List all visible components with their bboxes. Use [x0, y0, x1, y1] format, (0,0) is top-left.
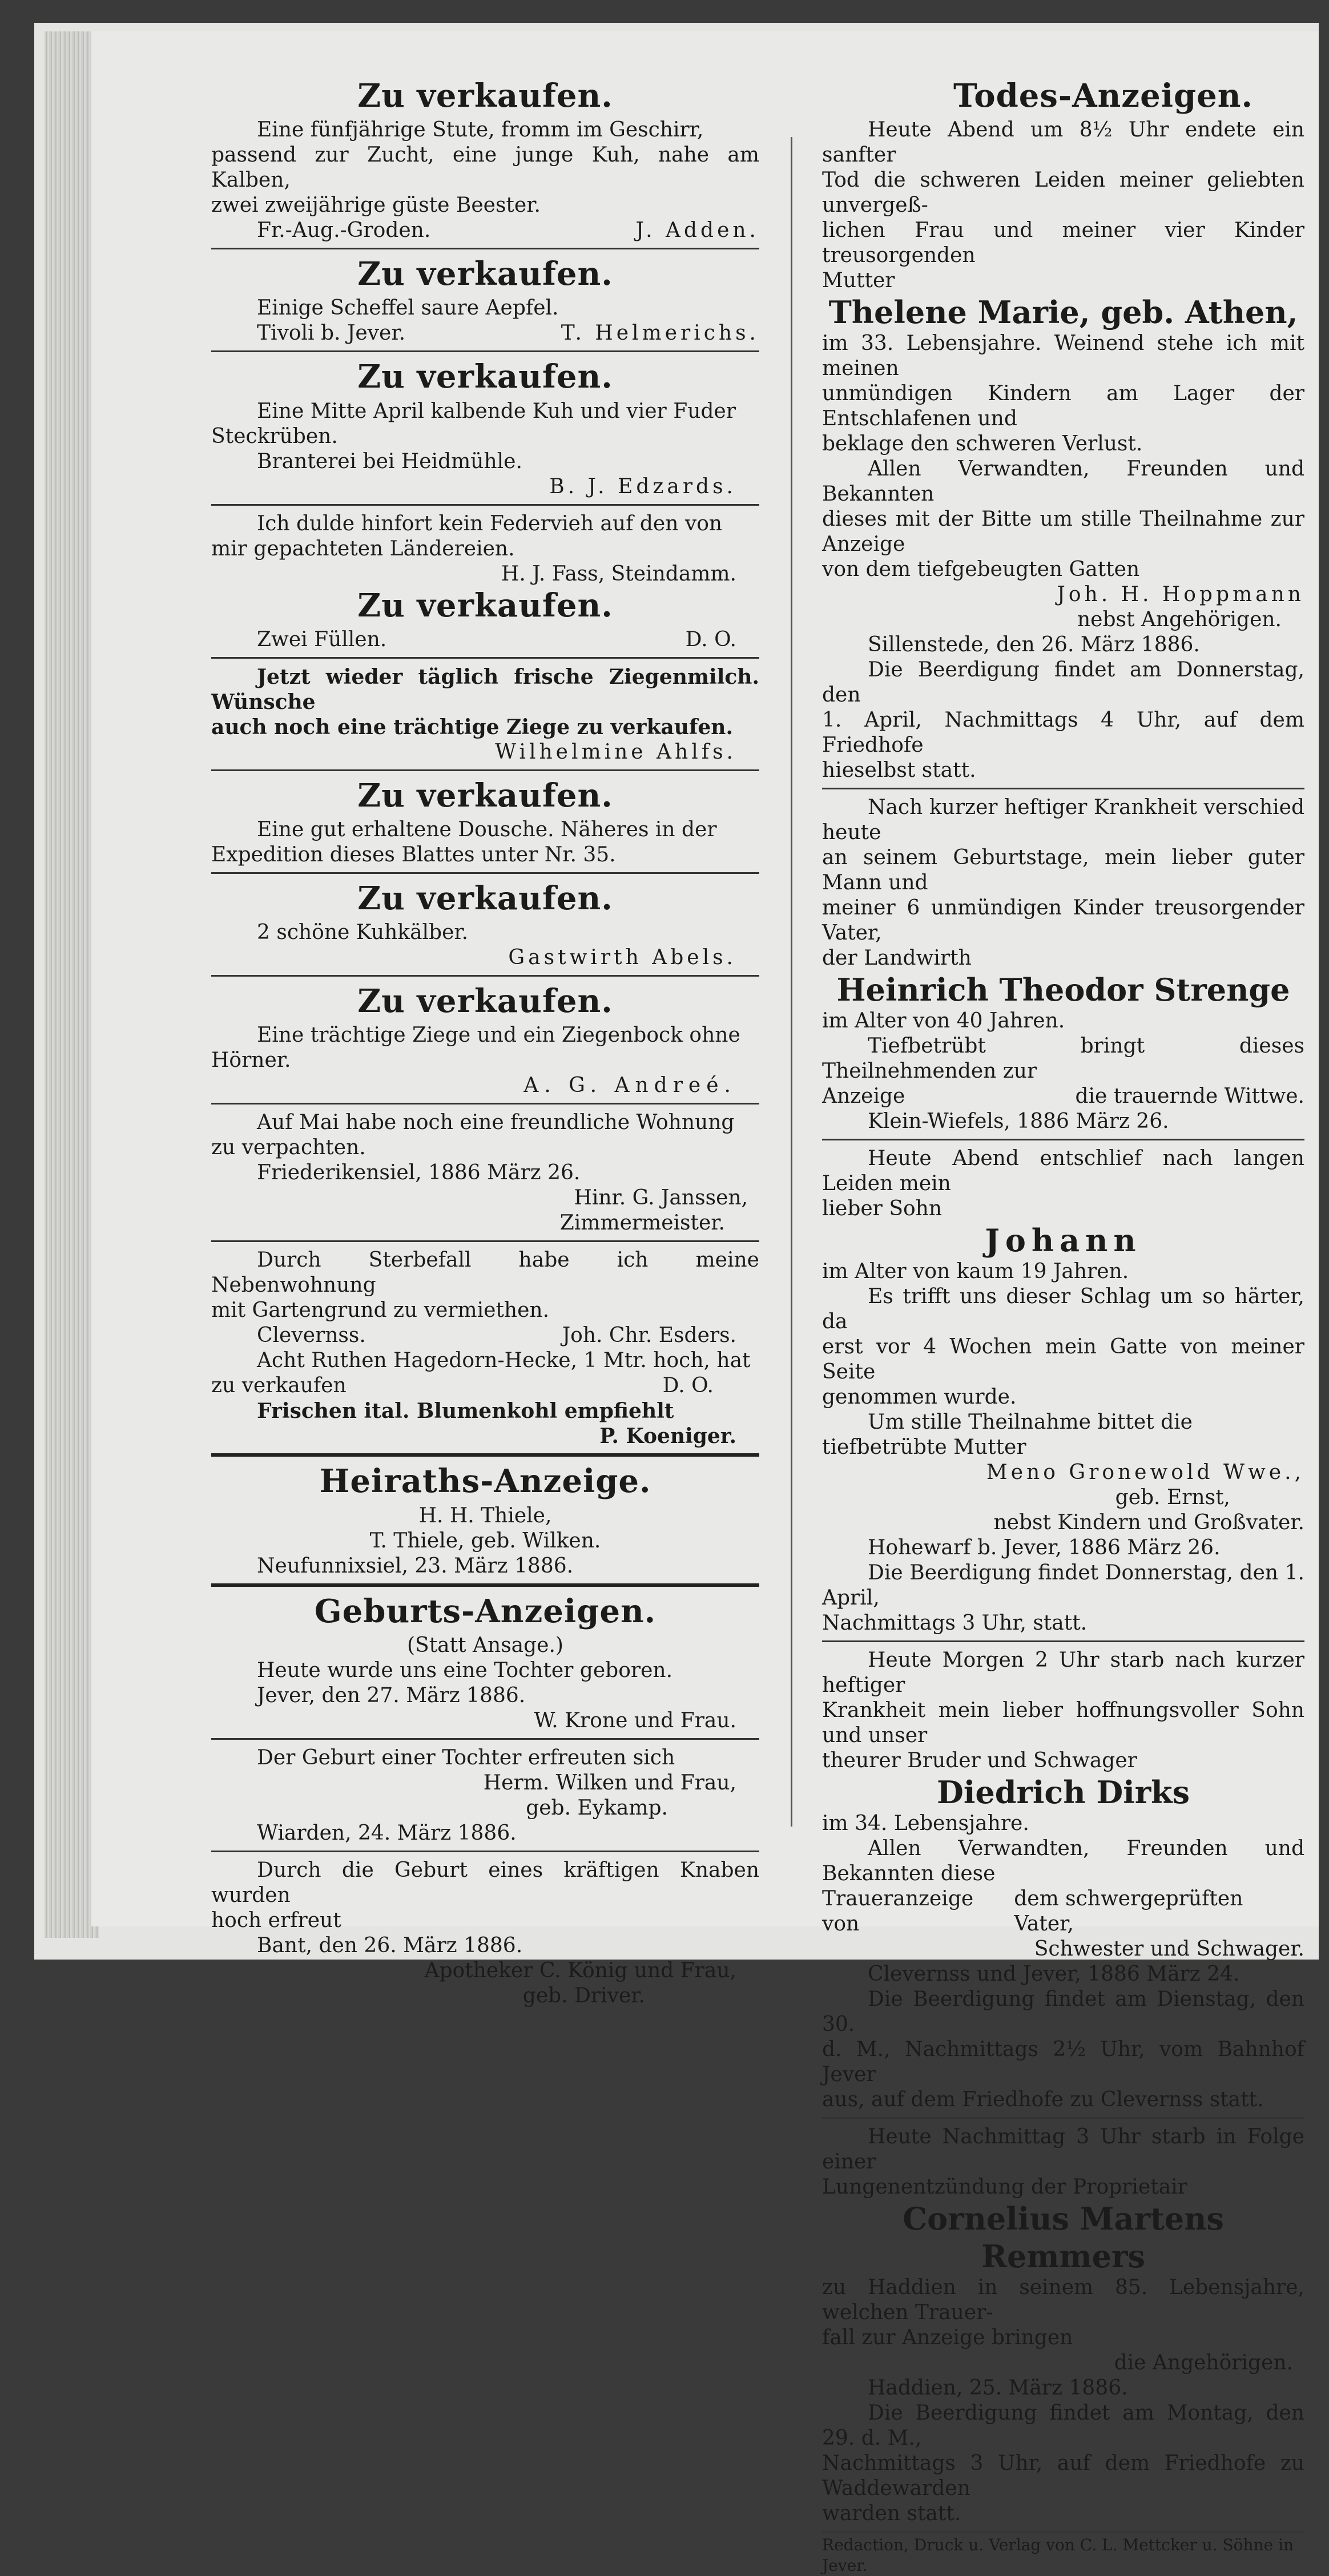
- obituary-signature: die trauernde Wittwe.: [1075, 1085, 1304, 1108]
- obituary-text: Nachmittags 3 Uhr, statt.: [822, 1611, 1088, 1635]
- separator: [822, 1139, 1304, 1140]
- obituary-signature: geb. Ernst,: [1115, 1486, 1230, 1510]
- ad-text: auch noch eine trächtige Ziege zu verkaufen.: [211, 715, 734, 739]
- obituary-text: an seinem Geburtstage, mein lieber guter Mann und: [822, 846, 1304, 895]
- separator: [211, 657, 759, 659]
- ad-goats: [211, 982, 759, 1098]
- ad-text: 2 schöne Kuhkälber.: [257, 921, 469, 945]
- obituary-text: Die Beerdigung findet Donnerstag, den 1. April,: [822, 1561, 1304, 1610]
- announcement-signature: Herm. Wilken und Frau,: [483, 1771, 736, 1795]
- ad-signature: D. O.: [685, 627, 736, 651]
- obituary-text: im 33. Lebensjahre. Weinend stehe ich mit meinen: [822, 332, 1304, 381]
- ad-heading: Zu verkaufen.: [357, 879, 613, 917]
- obituary-text: meiner 6 unmündigen Kinder treusorgender Vater,: [822, 896, 1304, 945]
- separator: [211, 350, 759, 352]
- obituary-gronewold: [822, 1146, 1304, 1636]
- obituary-text: zu Haddien in seinem 85. Lebensjahre, welchen Trauer-: [822, 2276, 1304, 2325]
- separator: [211, 769, 759, 771]
- deceased-name: Diedrich Dirks: [937, 1774, 1190, 1811]
- separator: [211, 504, 759, 506]
- obituary-text: lieber Sohn: [822, 1197, 943, 1221]
- ad-place: Tivoli b. Jever.: [257, 321, 406, 345]
- obituary-text: Anzeige: [822, 1085, 905, 1108]
- ad-text: mir gepachteten Ländereien.: [211, 537, 515, 561]
- ad-heading: Zu verkaufen.: [357, 255, 613, 293]
- ad-text: Hörner.: [211, 1049, 291, 1073]
- separator: [822, 1640, 1304, 1642]
- obituary-signature: nebst Kindern und Großvater.: [993, 1511, 1304, 1535]
- obituary-remmers: [822, 2125, 1304, 2526]
- ad-signature: Gastwirth Abels.: [508, 946, 736, 970]
- obituary-signature: Meno Gronewold Wwe.,: [986, 1461, 1304, 1485]
- announcement-date: Neufunnixsiel, 23. März 1886.: [257, 1554, 574, 1578]
- ad-text: Friederikensiel, 1886 März 26.: [257, 1161, 581, 1185]
- obituary-text: Lungenentzündung der Proprietair: [822, 2175, 1187, 2199]
- obituary-text: Die Beerdigung findet am Donnerstag, den: [822, 658, 1304, 707]
- ad-signature-row: [211, 321, 759, 346]
- ad-cow: [211, 358, 759, 499]
- right-column: [822, 77, 1304, 2576]
- ad-goat-milk: [211, 664, 759, 765]
- announcement-signature: W. Krone und Frau.: [534, 1708, 736, 1732]
- marriage-announcement: [211, 1462, 759, 1578]
- obituary-signature: dem schwergeprüften Vater,: [1014, 1887, 1243, 1936]
- obituary-text: im 34. Lebensjahre.: [822, 1812, 1029, 1836]
- announcement-text: T. Thiele, geb. Wilken.: [369, 1529, 601, 1553]
- announcement-text: Durch die Geburt eines kräftigen Knaben wurden: [211, 1858, 759, 1907]
- separator: [822, 788, 1304, 789]
- obituary-date: Clevernss und Jever, 1886 März 24.: [868, 1962, 1240, 1986]
- obituary-text: Traueranzeige von: [822, 1887, 974, 1936]
- ad-signature-row: [211, 1323, 759, 1348]
- ad-poultry-notice: [211, 511, 759, 587]
- ad-signature: T. Helmerichs.: [561, 321, 759, 345]
- obituary-text: unmündigen Kindern am Lager der Entschlafenen und: [822, 382, 1304, 431]
- obituary-text: Tod die schweren Leiden meiner geliebten unvergeß-: [822, 168, 1304, 217]
- obituary-text: im Alter von kaum 19 Jahren.: [822, 1260, 1129, 1284]
- obituary-hoppmann: [822, 118, 1304, 783]
- ad-text: Branterei bei Heidmühle.: [257, 449, 522, 473]
- ad-text: Eine gut erhaltene Dousche. Näheres in der: [257, 817, 717, 841]
- separator: [211, 1240, 759, 1242]
- ad-place: Fr.-Aug.-Groden.: [257, 219, 431, 243]
- ad-shower: [211, 777, 759, 868]
- ad-text: zu verpachten.: [211, 1136, 366, 1160]
- announcement-date: Bant, den 26. März 1886.: [257, 1933, 523, 1957]
- obituary-strenge: [822, 795, 1304, 1134]
- announcement-text: hoch erfreut: [211, 1908, 341, 1932]
- ad-text: Eine trächtige Ziege und ein Ziegenbock ohne: [257, 1023, 740, 1047]
- section-heading: Geburts-Anzeigen.: [314, 1592, 657, 1630]
- ad-text: passend zur Zucht, eine junge Kuh, nahe am Kalben,: [211, 143, 759, 192]
- birth-announcement-2: [211, 1745, 759, 1846]
- ad-hedge: [211, 1348, 759, 1398]
- ad-signature: A. G. Andreé.: [523, 1074, 736, 1098]
- separator: [211, 248, 759, 249]
- obituary-text: d. M., Nachmittags 2½ Uhr, vom Bahnhof Jever: [822, 2038, 1304, 2087]
- obituary-text: Allen Verwandten, Freunden und Bekannten diese: [822, 1837, 1304, 1886]
- separator: [211, 1851, 759, 1852]
- ad-text: Auf Mai habe noch eine freundliche Wohnung: [257, 1111, 735, 1135]
- obituary-date: Klein-Wiefels, 1886 März 26.: [868, 1110, 1169, 1134]
- announcement-signature: geb. Driver.: [522, 1984, 645, 2007]
- ad-signature: Zimmermeister.: [559, 1211, 725, 1235]
- obituary-text: warden statt.: [822, 2502, 961, 2526]
- ad-apples: [211, 255, 759, 346]
- birth-announcements: [211, 1593, 759, 1734]
- ad-text: Frischen ital. Blumenkohl empfiehlt: [257, 1399, 674, 1424]
- section-heading: Heiraths-Anzeige.: [319, 1462, 651, 1501]
- obituary-text: genommen wurde.: [822, 1385, 1017, 1409]
- separator: [822, 2117, 1304, 2119]
- announcement-signature: geb. Eykamp.: [526, 1796, 668, 1820]
- obituary-text: Die Beerdigung findet am Montag, den 29. d. M.,: [822, 2401, 1304, 2450]
- obituary-text: Heute Abend entschlief nach langen Leiden mein: [822, 1147, 1304, 1196]
- ad-signature: D. O.: [662, 1374, 714, 1398]
- separator: [211, 1453, 759, 1457]
- ad-apartment: [211, 1110, 759, 1236]
- ad-rent: [211, 1248, 759, 1348]
- obituary-text: theurer Bruder und Schwager: [822, 1749, 1137, 1773]
- obituary-text: Mutter: [822, 269, 895, 293]
- ad-text: Durch Sterbefall habe ich meine Nebenwohnung: [211, 1248, 759, 1297]
- obituary-text: Heute Morgen 2 Uhr starb nach kurzer heftiger: [822, 1648, 1304, 1698]
- ad-text: Zwei Füllen.: [257, 627, 387, 651]
- announcement-date: Jever, den 27. März 1886.: [257, 1683, 526, 1707]
- ad-heading: Zu verkaufen.: [357, 776, 613, 815]
- obituary-signature: die Angehörigen.: [1114, 2351, 1293, 2375]
- ad-signature: Hinr. G. Janssen,: [574, 1186, 748, 1210]
- obituary-text: Es trifft uns dieser Schlag um so härter, da: [822, 1285, 1304, 1334]
- ad-heading: Zu verkaufen.: [357, 358, 613, 396]
- ad-horse-sale: [211, 77, 759, 243]
- left-column: [211, 77, 759, 2009]
- obituary-date: Sillenstede, den 26. März 1886.: [868, 633, 1200, 657]
- obituary-signature-row: [822, 1084, 1304, 1109]
- separator: [211, 1738, 759, 1740]
- obituary-dirks: [822, 1648, 1304, 2113]
- obituary-text: Krankheit mein lieber hoffnungsvoller Sohn und unser: [822, 1699, 1304, 1748]
- ad-calves: [211, 880, 759, 970]
- obituary-text: der Landwirth: [822, 946, 972, 970]
- ad-signature: H. J. Fass, Steindamm.: [501, 562, 736, 586]
- page-stack-edge: [45, 31, 99, 1938]
- obituary-text: erst vor 4 Wochen mein Gatte von meiner Seite: [822, 1335, 1304, 1384]
- ad-text: Eine fünfjährige Stute, fromm im Geschirr,: [257, 118, 704, 142]
- obituary-text: dieses mit der Bitte um stille Theilnahme zur Anzeige: [822, 507, 1304, 557]
- ad-heading: Zu verkaufen.: [357, 77, 613, 115]
- separator: [211, 975, 759, 977]
- ad-text: Steckrüben.: [211, 424, 338, 448]
- deceased-name: Heinrich Theodor Strenge: [836, 971, 1290, 1009]
- ad-signature-row: [211, 218, 759, 243]
- ad-text: Einige Scheffel saure Aepfel.: [257, 296, 559, 320]
- ad-place: Clevernss.: [257, 1324, 366, 1348]
- obituary-text: hieselbst statt.: [822, 759, 976, 783]
- announcement-text: H. H. Thiele,: [418, 1503, 552, 1527]
- ad-heading: Zu verkaufen.: [357, 982, 613, 1021]
- obituary-text: fall zur Anzeige bringen: [822, 2326, 1073, 2350]
- ad-signature-row: [211, 1373, 759, 1398]
- obituary-date: Hohewarf b. Jever, 1886 März 26.: [868, 1536, 1221, 1560]
- column-divider: [791, 137, 792, 1827]
- obituary-signature-row: [822, 1886, 1304, 1937]
- obituary-text: Heute Abend um 8½ Uhr endete ein sanfter: [822, 118, 1304, 167]
- obituary-text: von dem tiefgebeugten Gatten: [822, 558, 1140, 582]
- section-subheading: (Statt Ansage.): [407, 1633, 563, 1657]
- obituary-date: Haddien, 25. März 1886.: [868, 2376, 1128, 2400]
- obituary-text: Allen Verwandten, Freunden und Bekannten: [822, 457, 1304, 506]
- announcement-text: Der Geburt einer Tochter erfreuten sich: [257, 1745, 675, 1769]
- obituary-text: lichen Frau und meiner vier Kinder treusorgenden: [822, 219, 1304, 268]
- obituary-text: aus, auf dem Friedhofe zu Clevernss statt.: [822, 2088, 1264, 2112]
- ad-text: Jetzt wieder täglich frische Ziegenmilch. Wünsche: [211, 664, 759, 714]
- separator: [211, 1103, 759, 1104]
- ad-signature: Joh. Chr. Esders.: [562, 1324, 736, 1348]
- separator: [211, 872, 759, 874]
- obituary-text: beklage den schweren Verlust.: [822, 432, 1143, 456]
- ad-signature-row: [211, 627, 759, 652]
- deceased-name: Johann: [985, 1222, 1142, 1259]
- birth-announcement-3: [211, 1858, 759, 2009]
- obituary-text: Tiefbetrübt bringt dieses Theilnehmenden zur: [822, 1034, 1304, 1083]
- obituary-signature: nebst Angehörigen.: [1077, 608, 1282, 632]
- section-heading: Todes-Anzeigen.: [953, 77, 1253, 115]
- obituary-text: Die Beerdigung findet am Dienstag, den 30.: [822, 1988, 1304, 2037]
- deceased-name: Thelene Marie, geb. Athen,: [828, 294, 1298, 331]
- ad-cauliflower: [211, 1398, 759, 1449]
- ad-signature: J. Adden.: [635, 219, 759, 243]
- announcement-date: Wiarden, 24. März 1886.: [257, 1821, 517, 1845]
- ad-signature: B. J. Edzards.: [549, 474, 736, 498]
- ad-text: zu verkaufen: [211, 1374, 347, 1398]
- obituary-text: Um stille Theilnahme bittet die tiefbetrübte Mutter: [822, 1410, 1193, 1460]
- ad-text: Acht Ruthen Hagedorn-Hecke, 1 Mtr. hoch, hat: [257, 1349, 751, 1373]
- ad-text: Ich dulde hinfort kein Federvieh auf den von: [257, 511, 723, 535]
- announcement-signature: Apotheker C. König und Frau,: [424, 1958, 736, 1982]
- obituary-text: Nachmittags 3 Uhr, auf dem Friedhofe zu Waddewarden: [822, 2452, 1304, 2501]
- obituary-text: 1. April, Nachmittags 4 Uhr, auf dem Friedhofe: [822, 708, 1304, 757]
- obituary-text: Heute Nachmittag 3 Uhr starb in Folge einer: [822, 2125, 1304, 2174]
- ad-signature: Wilhelmine Ahlfs.: [495, 740, 736, 764]
- deceased-name: Cornelius Martens Remmers: [903, 2200, 1224, 2275]
- ad-foals: [211, 587, 759, 652]
- obituary-signature: Joh. H. Hoppmann: [1057, 583, 1304, 607]
- obituary-text: im Alter von 40 Jahren.: [822, 1009, 1065, 1033]
- ad-heading: Zu verkaufen.: [357, 586, 613, 624]
- ad-text: mit Gartengrund zu vermiethen.: [211, 1299, 550, 1323]
- separator: [211, 1583, 759, 1587]
- publisher-footer: Redaction, Druck u. Verlag von C. L. Mettcker u. Söhne in Jever.: [822, 2531, 1304, 2576]
- ad-signature: P. Koeniger.: [599, 1424, 736, 1449]
- ad-text: zwei zweijährige güste Beester.: [211, 193, 541, 217]
- ad-text: Eine Mitte April kalbende Kuh und vier Fuder: [257, 399, 736, 423]
- obituary-text: Nach kurzer heftiger Krankheit verschied heute: [822, 796, 1304, 845]
- obituary-signature: Schwester und Schwager.: [1034, 1937, 1304, 1961]
- ad-text: Expedition dieses Blattes unter Nr. 35.: [211, 842, 616, 866]
- announcement-text: Heute wurde uns eine Tochter geboren.: [257, 1658, 673, 1682]
